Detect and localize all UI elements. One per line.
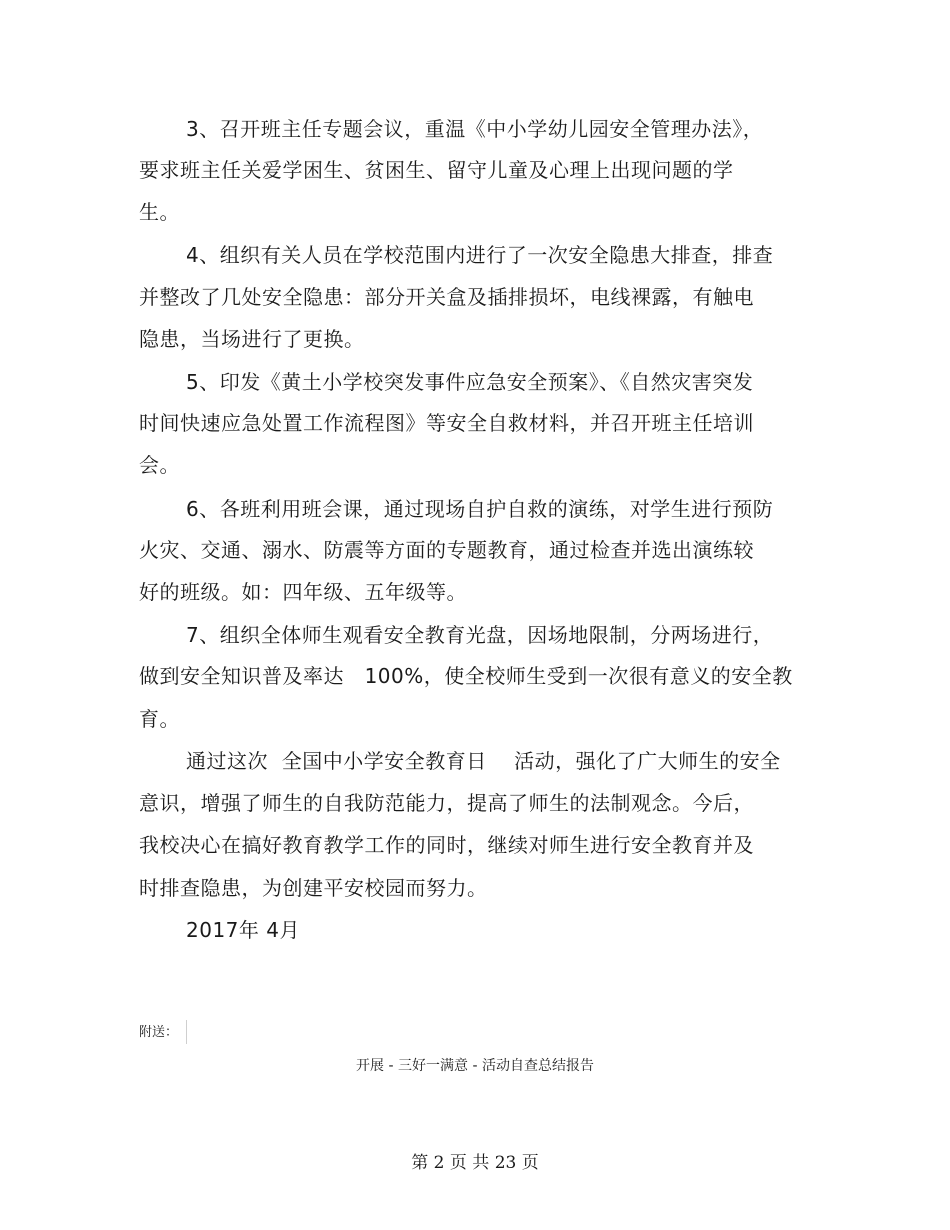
paragraph-line: 并整改了几处安全隐患：部分开关盒及插排损坏，电线裸露，有触电 — [139, 285, 754, 309]
attachment-title: 开展 - 三好一满意 - 活动自查总结报告 — [356, 1058, 594, 1074]
appendix-label: 附送： — [139, 1025, 179, 1040]
paragraph-line: 6、各班利用班会课，通过现场自护自救的演练，对学生进行预防 — [186, 497, 774, 521]
paragraph-line: 时排查隐患，为创建平安校园而努力。 — [139, 876, 488, 900]
paragraph-line: 要求班主任关爱学困生、贫困生、留守儿童及心理上出现问题的学 — [139, 158, 734, 182]
divider — [186, 1020, 187, 1044]
paragraph-line: 7、组织全体师生观看安全教育光盘，因场地限制，分两场进行， — [186, 623, 774, 647]
paragraph-line: 意识，增强了师生的自我防范能力，提高了师生的法制观念。今后， — [139, 791, 754, 815]
paragraph-line: 3、召开班主任专题会议，重温《中小学幼儿园安全管理办法》， — [186, 117, 764, 141]
date-line: 2017年 4月 — [186, 918, 300, 942]
paragraph-line: 好的班级。如：四年级、五年级等。 — [139, 580, 467, 604]
paragraph-line: 我校决心在搞好教育教学工作的同时，继续对师生进行安全教育并及 — [139, 833, 754, 857]
paragraph-line: 做到安全知识普及率达 100%，使全校师生受到一次很有意义的安全教 — [139, 664, 793, 688]
paragraph-line: 生。 — [139, 200, 180, 224]
paragraph-line: 育。 — [139, 707, 180, 731]
paragraph-line: 隐患，当场进行了更换。 — [139, 327, 365, 351]
paragraph-line: 火灾、交通、溺水、防震等方面的专题教育，通过检查并选出演练较 — [139, 538, 754, 562]
paragraph-line: 时间快速应急处置工作流程图》等安全自救材料，并召开班主任培训 — [139, 411, 754, 435]
paragraph-line: 4、组织有关人员在学校范围内进行了一次安全隐患大排查，排查 — [186, 243, 774, 267]
paragraph-line: 会。 — [139, 453, 180, 477]
paragraph-line: 通过这次 全国中小学安全教育日 活动，强化了广大师生的安全 — [186, 749, 781, 773]
paragraph-line: 5、印发《黄土小学校突发事件应急安全预案》、《自然灾害突发 — [186, 370, 754, 394]
page-footer: 第 2 页 共 23 页 — [411, 1153, 539, 1173]
